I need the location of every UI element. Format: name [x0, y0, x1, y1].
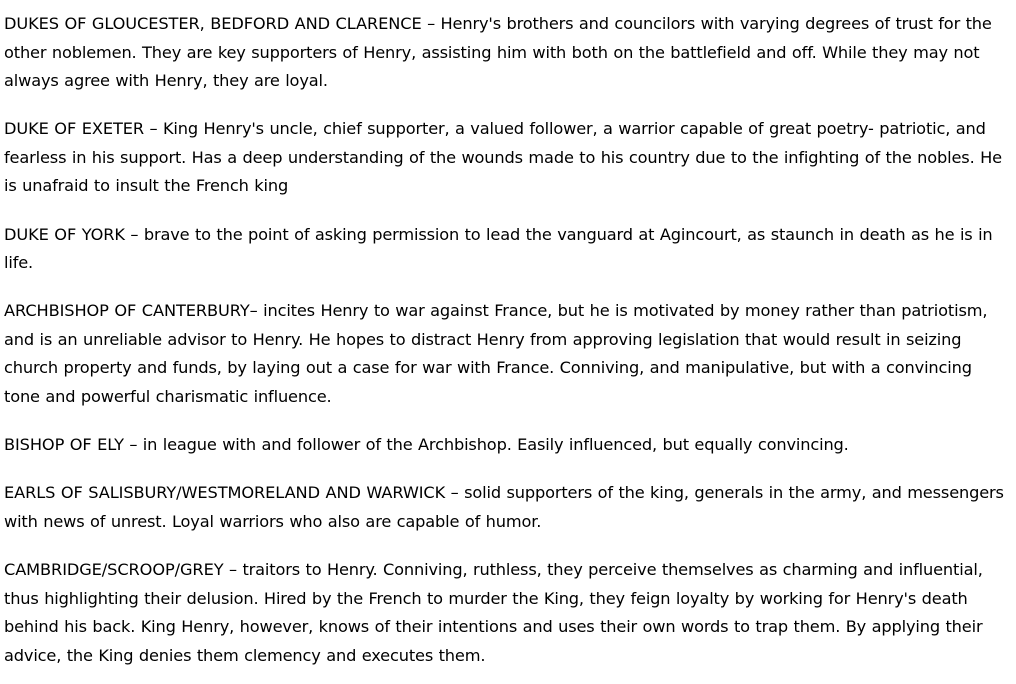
entry-separator: – [249, 301, 264, 321]
character-entry-ely [4, 431, 1008, 460]
character-entry-traitors [4, 556, 1008, 670]
entry-separator: – [421, 14, 441, 33]
character-name: EARLS OF SALISBURY/WESTMORELAND AND WARWICK [4, 483, 446, 503]
character-name: DUKES OF GLOUCESTER, BEDFORD AND CLARENCE [4, 14, 422, 33]
entry-separator: – [123, 435, 143, 455]
character-name: DUKE OF YORK [4, 224, 125, 244]
character-description: solid supporters of the king, generals in the army, and messengers with news of unrest. Loyal warriors who also are capable of humor. [4, 483, 1004, 531]
character-entry-york [4, 221, 1008, 278]
character-description: in league with and follower of the Archbishop. Easily influenced, but equally convincing. [142, 435, 849, 455]
character-entry-earls [4, 479, 1008, 536]
entry-separator: – [124, 224, 144, 244]
character-description: traitors to Henry. Conniving, ruthless, they perceive themselves as charming and influential, thus highlighting their delusion. Hired by the French to murder the King, they feign loyalty by working for Henry's death behind his back. King Henry, however, knows of their intentions and uses their own words to trap them. By applying their advice, the King denies them clemency and executes them. [4, 559, 983, 665]
character-entry-dukes [4, 10, 1008, 96]
character-name: ARCHBISHOP OF CANTERBURY [4, 301, 250, 321]
character-name: CAMBRIDGE/SCROOP/GREY [4, 559, 224, 579]
character-entry-canterbury [4, 297, 1008, 411]
character-entry-exeter [4, 115, 1008, 201]
entry-separator: – [223, 559, 243, 579]
character-name: BISHOP OF ELY [4, 435, 124, 455]
character-description: brave to the point of asking permission to lead the vanguard at Agincourt, as staunch in death as he is in life. [4, 224, 993, 273]
character-description: Henry's brothers and councilors with varying degrees of trust for the other noblemen. They are key supporters of Henry, assisting him with both on the battlefield and off. While they may not always agree with Henry, they are loyal. [4, 14, 992, 91]
character-description: incites Henry to war against France, but he is motivated by money rather than patriotism, and is an unreliable advisor to Henry. He hopes to distract Henry from approving legislation that would result in seizing church property and funds, by laying out a case for war with France. Conniving, and manipulative, but with a convincing tone and powerful charismatic influence. [4, 301, 988, 407]
entry-separator: – [144, 119, 163, 139]
entry-separator: – [445, 483, 465, 503]
character-description: King Henry's uncle, chief supporter, a valued follower, a warrior capable of great poetry- patriotic, and fearless in his support. Has a deep understanding of the wounds made to his country due to the infighting of the nobles. He is unafraid to insult the French king [4, 119, 1002, 196]
character-name: DUKE OF EXETER [4, 119, 145, 139]
